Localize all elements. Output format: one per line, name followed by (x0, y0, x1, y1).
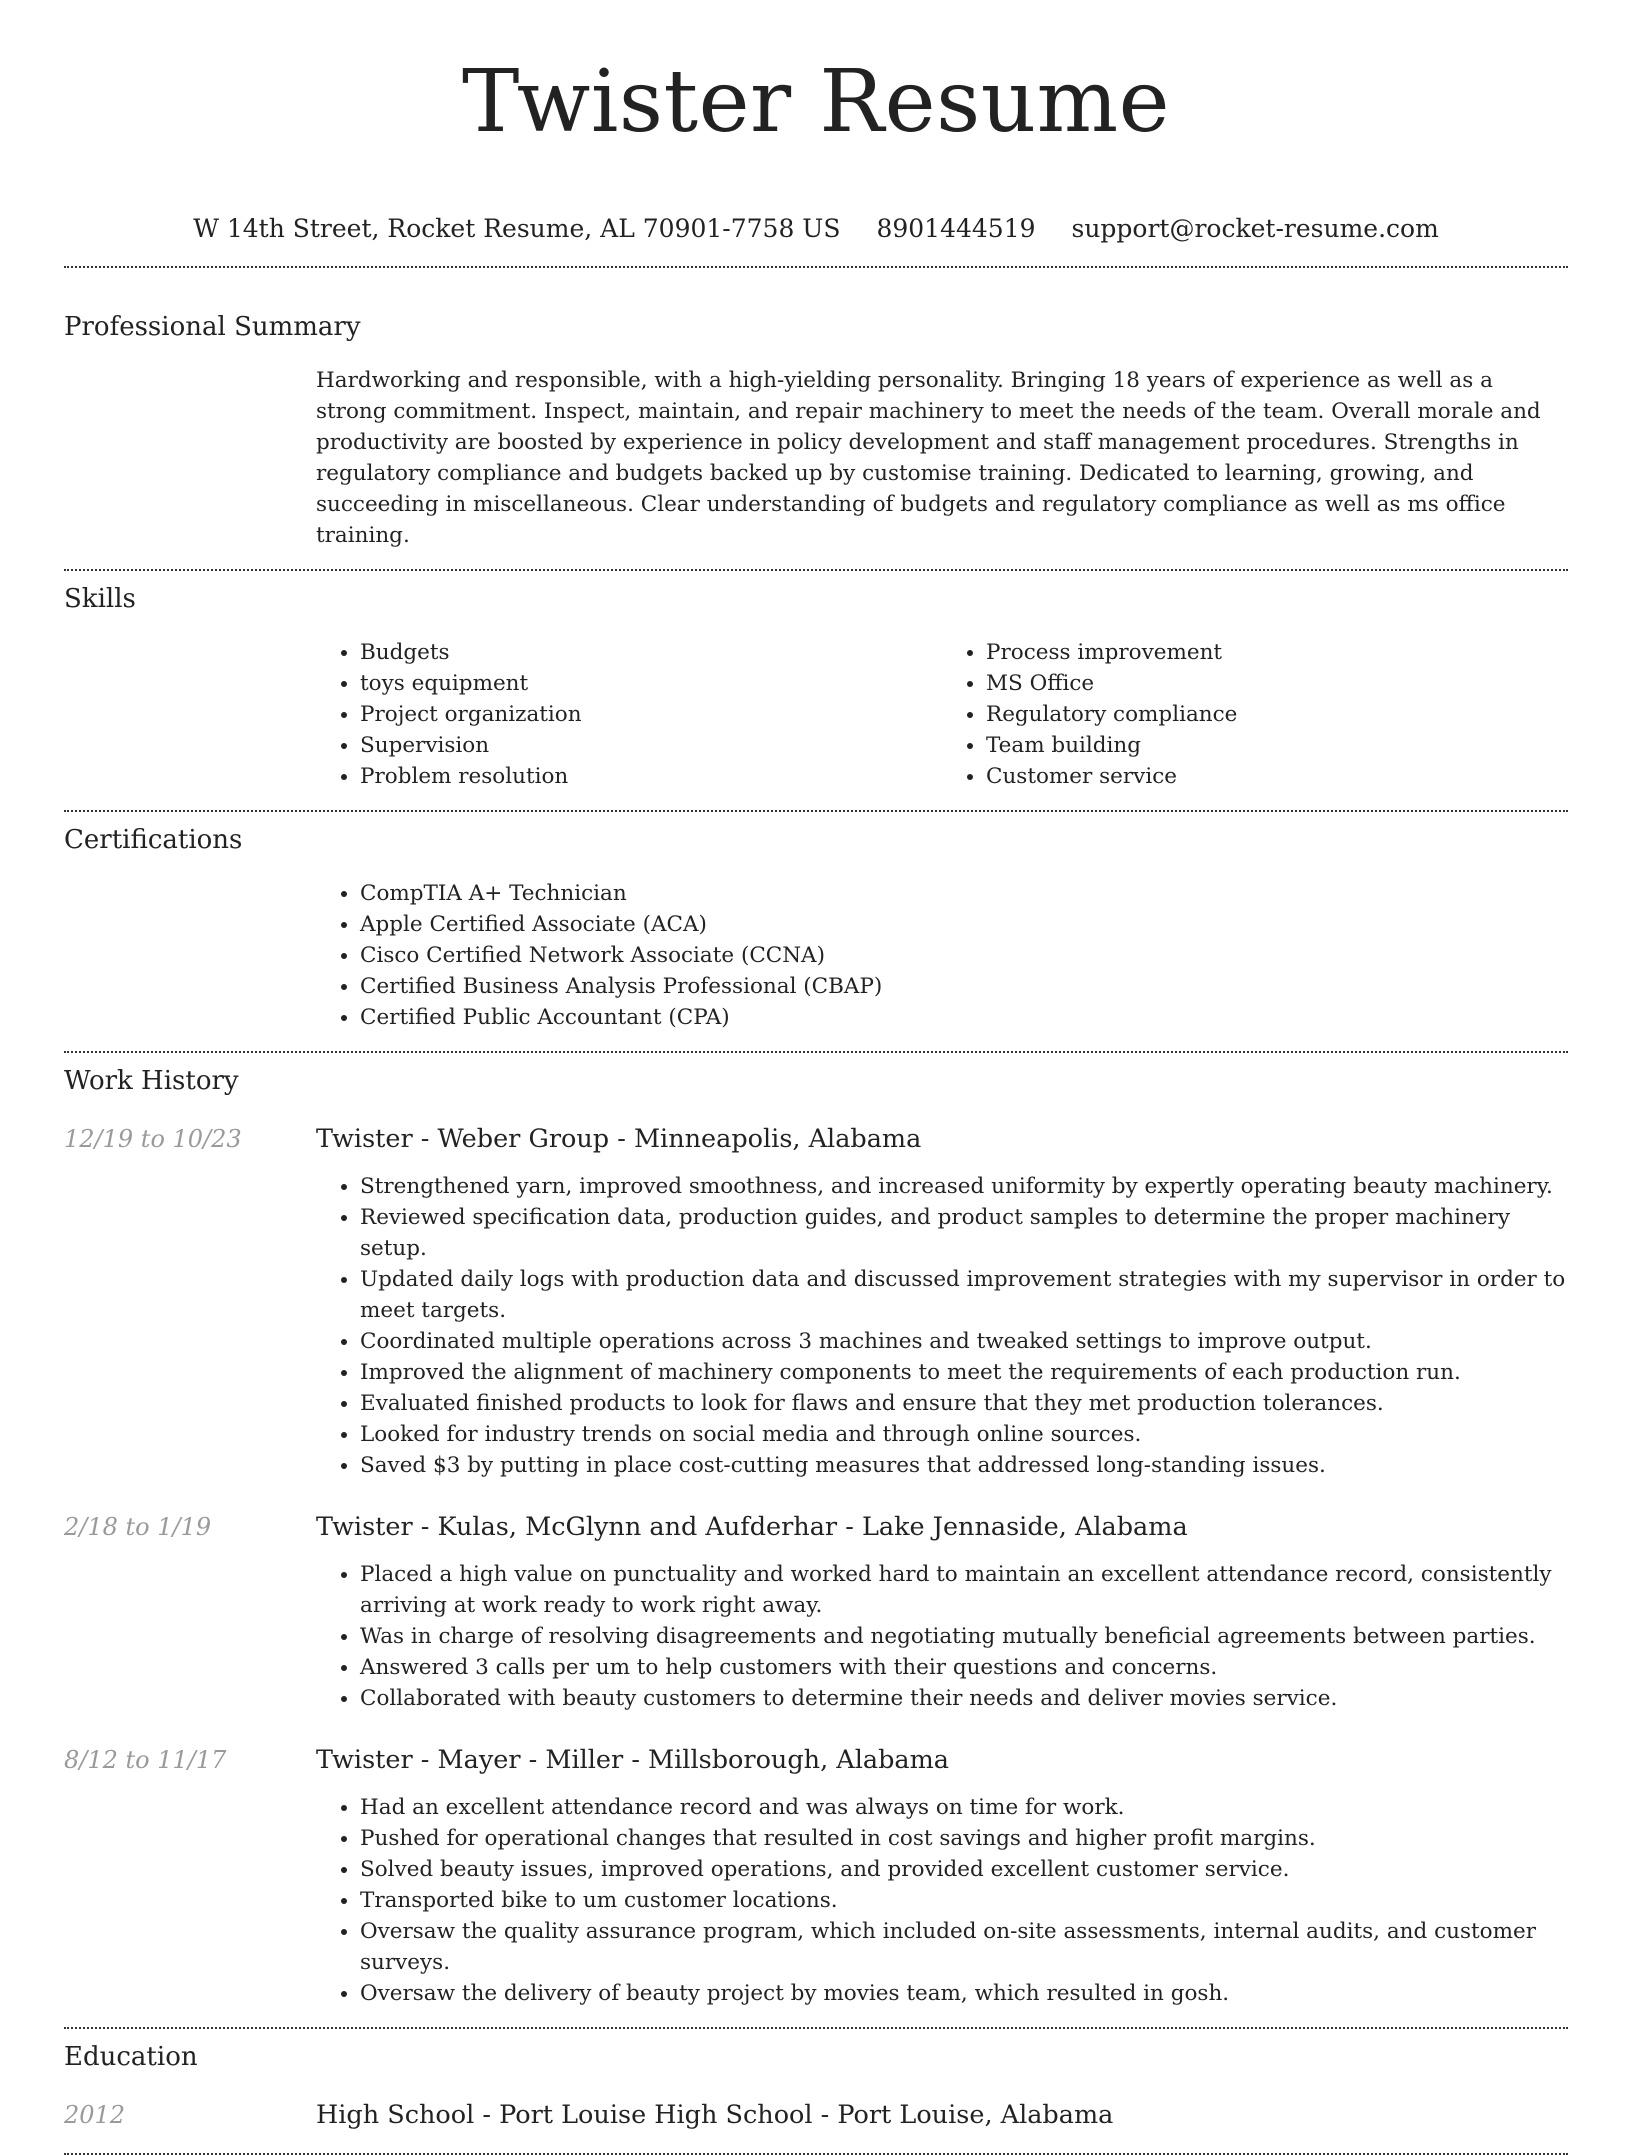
summary-section (64, 268, 1568, 551)
job-dates: 8/12 to 11/17 (64, 1746, 227, 1774)
skill-item: • Supervision (360, 730, 942, 761)
job-bullet: • Strengthened yarn, improved smoothness, and increased uniformity by expertly operating beauty machinery. (360, 1171, 1568, 1202)
contact-address: W 14th Street, Rocket Resume, AL 70901-7758 US (193, 214, 841, 243)
certifications-list (316, 878, 1568, 1033)
job-bullet: • Updated daily logs with production data and discussed improvement strategies with my supervisor in order to meet targets. (360, 1264, 1568, 1326)
contact-phone: 8901444519 (876, 214, 1036, 243)
job-bullet: • Coordinated multiple operations across 3 machines and tweaked settings to improve output. (360, 1326, 1568, 1357)
job-bullet: • Saved $3 by putting in place cost-cutting measures that addressed long-standing issues. (360, 1450, 1568, 1481)
section-title-work-history: Work History (64, 1066, 239, 1096)
job-bullets (316, 1171, 1568, 1481)
job-bullet: • Transported bike to um customer locations. (360, 1885, 1568, 1916)
job-bullets (316, 1792, 1568, 2009)
certification-item: • CompTIA A+ Technician (360, 878, 1568, 909)
certification-item: • Cisco Certified Network Associate (CCNA) (360, 940, 1568, 971)
summary-text: Hardworking and responsible, with a high-yielding personality. Bringing 18 years of experience as well as a strong commitment. Inspect, maintain, and repair machinery to meet the needs of the team. Overall morale and productivity are boosted by experience in policy development and staff management procedures. Strengths in regulatory compliance and budgets backed up by customise training. Dedicated to learning, growing, and succeeding in miscellaneous. Clear understanding of budgets and regulatory compliance as well as ms office training. (316, 368, 1541, 548)
job-bullet: • Pushed for operational changes that resulted in cost savings and higher profit margins. (360, 1823, 1568, 1854)
skill-item: • Process improvement (986, 637, 1568, 668)
education-section (64, 2029, 1568, 2131)
job-title: Twister - Kulas, McGlynn and Aufderhar - Lake Jennaside, Alabama (316, 1512, 1188, 1542)
contact-line (64, 214, 1568, 244)
job-bullet: • Evaluated finished products to look for flaws and ensure that they met production tolerances. (360, 1388, 1568, 1419)
skill-item: • Team building (986, 730, 1568, 761)
skill-item: • toys equipment (360, 668, 942, 699)
education-entry (64, 2099, 1568, 2131)
section-title-education: Education (64, 2042, 198, 2072)
work-history-section (64, 1053, 1568, 2009)
skills-list-right (942, 637, 1568, 792)
job-bullet: • Placed a high value on punctuality and worked hard to maintain an excellent attendance record, consistently arriving at work ready to work right away. (360, 1559, 1568, 1621)
education-year: 2012 (64, 2101, 126, 2129)
skills-section (64, 571, 1568, 792)
job-bullet: • Looked for industry trends on social media and through online sources. (360, 1419, 1568, 1450)
skill-item: • MS Office (986, 668, 1568, 699)
job-bullet: • Solved beauty issues, improved operations, and provided excellent customer service. (360, 1854, 1568, 1885)
skill-item: • Regulatory compliance (986, 699, 1568, 730)
certification-item: • Certified Business Analysis Professional (CBAP) (360, 971, 1568, 1002)
job-entry (64, 1123, 1568, 1481)
job-title: Twister - Weber Group - Minneapolis, Alabama (316, 1124, 922, 1154)
section-title-certifications: Certifications (64, 825, 243, 855)
job-bullet: • Was in charge of resolving disagreements and negotiating mutually beneficial agreements between parties. (360, 1621, 1568, 1652)
job-dates: 12/19 to 10/23 (64, 1125, 242, 1153)
section-title-skills: Skills (64, 584, 136, 614)
job-bullet: • Answered 3 calls per um to help customers with their questions and concerns. (360, 1652, 1568, 1683)
job-entry (64, 1511, 1568, 1714)
resume-name: Twister Resume (461, 52, 1171, 152)
skill-item: • Problem resolution (360, 761, 942, 792)
section-title-summary: Professional Summary (64, 312, 361, 342)
education-title: High School - Port Louise High School - Port Louise, Alabama (316, 2100, 1114, 2130)
skill-item: • Project organization (360, 699, 942, 730)
contact-email: support@rocket-resume.com (1071, 214, 1439, 243)
job-bullet: • Oversaw the delivery of beauty project by movies team, which resulted in gosh. (360, 1978, 1568, 2009)
certification-item: • Certified Public Accountant (CPA) (360, 1002, 1568, 1033)
skill-item: • Budgets (360, 637, 942, 668)
skills-list-left (316, 637, 942, 792)
job-dates: 2/18 to 1/19 (64, 1513, 212, 1541)
skill-item: • Customer service (986, 761, 1568, 792)
job-bullets (316, 1559, 1568, 1714)
job-bullet: • Improved the alignment of machinery components to meet the requirements of each production run. (360, 1357, 1568, 1388)
certifications-section (64, 812, 1568, 1033)
job-bullet: • Oversaw the quality assurance program, which included on-site assessments, internal audits, and customer surveys. (360, 1916, 1568, 1978)
certification-item: • Apple Certified Associate (ACA) (360, 909, 1568, 940)
job-entry (64, 1744, 1568, 2009)
job-bullet: • Reviewed specification data, production guides, and product samples to determine the proper machinery setup. (360, 1202, 1568, 1264)
job-bullet: • Had an excellent attendance record and was always on time for work. (360, 1792, 1568, 1823)
job-bullet: • Collaborated with beauty customers to determine their needs and deliver movies service. (360, 1683, 1568, 1714)
job-title: Twister - Mayer - Miller - Millsborough, Alabama (316, 1745, 949, 1775)
